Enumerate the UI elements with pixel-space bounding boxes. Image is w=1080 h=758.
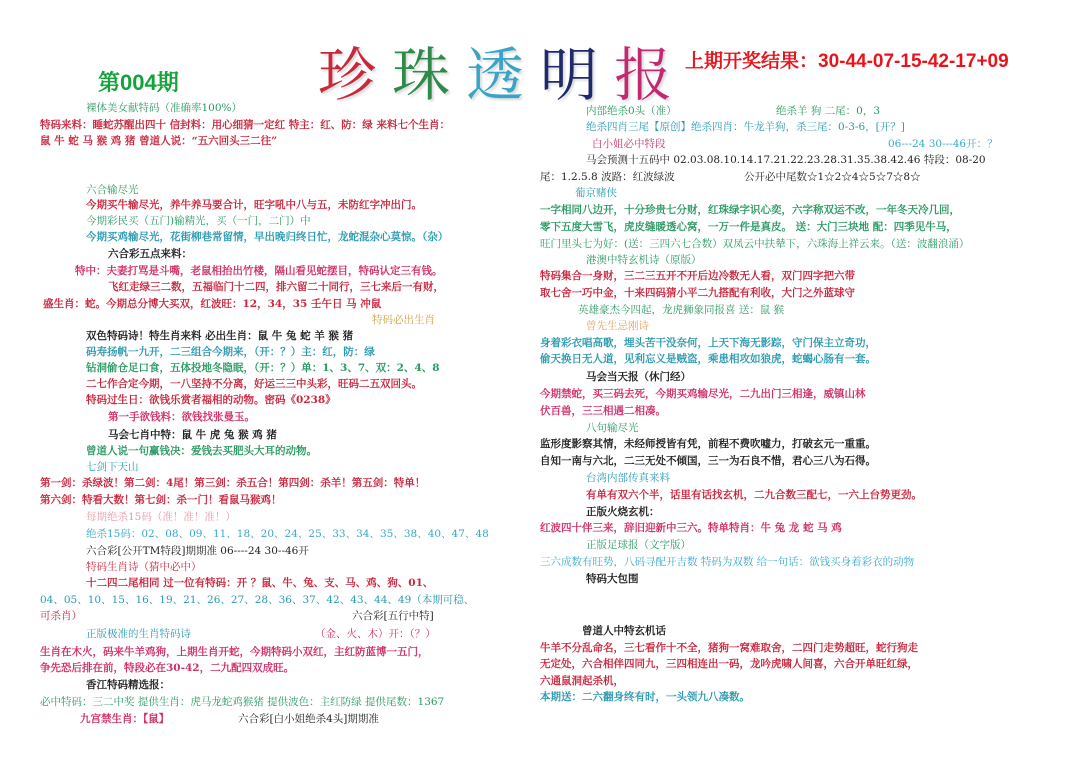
right-line-33: 六通鼠洞起杀机，: [540, 675, 624, 687]
title-char-1: 珍: [318, 41, 385, 109]
left-line-31b: （金、火、木）开：（？）: [315, 628, 436, 640]
right-line-5: 尾：1.2.5.8 波路：红波绿波: [540, 171, 675, 183]
left-line-6: 今期彩民买（五门)输精光，买（一门，二门）中: [86, 215, 311, 227]
last-draw-result: 上期开奖结果：30-44-07-15-42-17+09: [685, 51, 1009, 72]
right-line-30: 曾道人中特玄机话: [582, 625, 666, 637]
right-line-3b: 06---24 30---46开：？: [888, 138, 998, 150]
left-line-14: 码寿扬帆一九开，二三组合今期来，（开：？）主：红，防：绿: [86, 346, 375, 358]
left-line-7: 今期买鸡输尽光，花街柳巷常留情，早出晚归终日忙，龙蛇混杂心莫惊。（杂）: [86, 231, 449, 243]
left-line-13: 双色特码诗！特生肖来料 必出生肖：鼠 牛 兔 蛇 羊 猴 猪: [86, 330, 354, 342]
left-line-18: 第一手欲钱料：欲钱找张曼玉。: [108, 411, 255, 423]
right-line-4: 马会预测十五码中 02.03.08.10.14.17.21.22.23.28.31.35.38.42.46 特段：08-20: [586, 154, 986, 166]
left-line-1: 裸体美女献特码（准确率100%）: [86, 102, 243, 114]
left-line-16: 二七作合定今期，一八坚持不分离，好运三三中头彩，旺码二五双回头。: [86, 378, 422, 390]
right-line-5b: 公开必中尾数☆1☆2☆4☆5☆7☆8☆: [744, 171, 921, 183]
left-line-33: 争先恐后排在前，特段必在30-42，二九配四双成旺。: [40, 662, 295, 674]
left-line-22: 第一剑：杀绿波！第二剑：4尾！第三剑：杀五合！第四剑：杀羊！第五剑：特单！: [40, 477, 426, 489]
left-line-35: 必中特码：三二中奖 提供生肖：虎马龙蛇鸡猴猪 提供波色：主红防绿 提供尾数：1367: [40, 696, 445, 708]
right-line-13: 英雄豪杰今四起，龙虎狮象同报喜 送：鼠 猴: [578, 304, 785, 316]
right-line-15: 身着彩衣唱高歌，埋头苦干没奈何，上天下海无影踪，守门保主立奇功，: [540, 337, 876, 349]
right-line-23: 台湾内部传真来料: [586, 472, 670, 484]
right-line-25: 正版火烧玄机：: [586, 506, 660, 518]
right-line-24: 有单有双六个半，话里有话找玄机，二九合数三配七，一六上台势更劲。: [586, 489, 922, 501]
right-line-20: 八句输尽光: [586, 422, 639, 434]
left-line-12: 特码必出生肖: [372, 314, 435, 326]
right-line-11: 特码集合一身财，三二三五开不开后边冷数无人看，双门四字把六带: [540, 270, 855, 282]
right-line-26: 红波四十伴三来，辞旧迎新中三六。特单特肖：牛 兔 龙 蛇 马 鸡: [540, 522, 842, 534]
right-line-21: 监形度影察其情，未经师授皆有凭，前程不费吹嘘力，打破玄元一重重。: [540, 438, 876, 450]
right-line-9: 旺门里头七为好：(送：三四六七合数）双凤云中扶辇下，六珠海上祥云来。（送：波翻浪涌）: [540, 238, 970, 250]
right-line-1: 内部绝杀0头（准）: [586, 105, 677, 117]
right-line-8: 零下五度大雪飞，虎皮缝暖透心窝，一万一件是真皮。 送：大门三块地 配：四季见牛马，: [540, 221, 957, 233]
left-line-20: 曾道人说一句赢钱决：爱钱去买肥头大耳的动物。: [86, 445, 317, 457]
right-line-10: 港澳中特玄机诗（原版）: [586, 254, 702, 266]
right-line-27: 正版足球报（文字版）: [586, 539, 691, 551]
left-line-11: 盛生肖：蛇。今期总分博大买双，红波旺：12，34，35 壬午日 马 冲鼠: [43, 298, 382, 310]
left-line-26: 六合彩[公开TM特段]期期准 06----24 30--46开: [86, 545, 309, 557]
left-line-15: 钻洞偷仓足口食，五体投地冬隐眠，（开：？）单：1、3、7、双：2、4、8: [86, 362, 440, 374]
left-line-28: 十二四二尾相同 过一位有特码：开 ？鼠、牛、兔、支、马、鸡、狗、01、: [86, 577, 434, 589]
right-line-14: 曾先生忌刚诗: [586, 320, 649, 332]
left-line-9: 特中：夫妻打骂是斗嘴，老鼠相抬出竹楼，隔山看见蛇摆目，特码认定三有钱。: [75, 265, 443, 277]
left-line-31: 正版极准的生肖特码诗: [86, 628, 191, 640]
left-line-24: 每期绝杀15码（准！准！准！）: [86, 511, 236, 523]
left-line-34: 香江特码精选报：: [86, 679, 170, 691]
left-line-30b: 六合彩[五行中特]: [352, 610, 434, 622]
right-line-12: 取七舍一巧中金，十来四码猜小平二九搭配有利收，大门之外蓝球守: [540, 287, 855, 299]
left-line-8: 六合彩五点来料：: [108, 248, 192, 260]
right-line-3: 白小姐必中特段: [592, 138, 666, 150]
left-line-36: 九宫禁生肖：【鼠】: [80, 713, 170, 725]
right-line-18: 今期禁蛇，买三码去死，今期买鸡输尽光，二九出门三相逢，威镇山林: [540, 388, 866, 400]
right-line-31: 牛羊不分乱命名，三七看作十不全，猪狗一窝难取舍，二四门走势超旺，蛇行狗走: [540, 642, 918, 654]
left-line-29: 04、05、10、15、16、19、21、26、27、28、36、37、42、43、44、49（本期可稳、: [40, 594, 475, 606]
right-line-22: 自知一南与六北，二三无处不倾国，三一为石良不惜，君心三八为石得。: [540, 455, 876, 467]
left-line-32: 生肖在木火，码来牛羊鸡狗，上期生肖开蛇，今期特码小双红，主红防蓝博一五门，: [40, 646, 429, 658]
left-line-17: 特码过生日：欲钱乐赏者福相的动物。密码《0238》: [86, 394, 336, 406]
left-line-23: 第六剑：特看大数！第七剑：杀一门！看鼠马猴鸡！: [40, 494, 282, 506]
left-line-27: 特码生肖诗（猜中必中）: [86, 561, 202, 573]
left-line-36b: 六合彩[白小姐绝杀4头]期期准: [238, 713, 379, 725]
newspaper-title: [318, 28, 688, 112]
left-line-30: 可杀肖）: [40, 610, 82, 622]
right-line-34: 本期送：二六翻身终有时，一头领九八凑数。: [540, 691, 750, 703]
right-line-6: 葡京赌侠: [575, 187, 617, 199]
left-line-4: 六合输尽光: [86, 184, 139, 196]
left-line-25: 绝杀15码：02、08、09、11、18、20、24、25、33、34、35、38、40、47、48: [86, 528, 489, 540]
title-char-5: 报: [614, 41, 681, 109]
title-char-4: 明: [540, 41, 607, 109]
right-line-16: 偷天换日无人道，见利忘义是贼盗，乘患相攻如狼虎，蛇蝎心肠有一套。: [540, 353, 876, 365]
issue-number: 第004期: [98, 70, 179, 95]
title-char-3: 透: [466, 41, 533, 109]
left-line-2: 特码来料：睡蛇苏醒出四十 信封料：用心细猜一定红 特主：红、防：绿 来料七个生肖：: [40, 119, 450, 131]
right-line-1b: 绝杀羊 狗 二尾：0，3: [776, 105, 881, 117]
right-line-28: 三六成数有旺势，八码寻配开吉数 特码为双数 给一句话：欲钱买身着彩衣的动物: [540, 556, 915, 568]
left-line-10: 飞红走绿三二数，五福临门十二四，排六留二十同行，三七来后一有财，: [108, 281, 444, 293]
left-line-5: 今期买牛输尽光，养牛养马要合计，旺字吼中八与五，未防红字冲出门。: [86, 199, 422, 211]
right-line-7: 一字相同八边开，十分珍贵七分财，红珠绿字识心奕，六字称双运不改，一年冬天冷几回，: [540, 204, 960, 216]
right-line-19: 伏百兽，三三相遇二相凑。: [540, 405, 666, 417]
left-line-3: 鼠 牛 蛇 马 猴 鸡 猪 曾道人说：“五六回头三二往”: [40, 135, 278, 147]
right-line-29: 特码大包围: [586, 573, 639, 585]
title-char-2: 珠: [392, 41, 459, 109]
right-line-2: 绝杀四肖三尾【原创】绝杀四肖：牛龙羊狗，杀三尾：0-3-6，[开？]: [586, 121, 905, 133]
left-line-19: 马会七肖中特：鼠 牛 虎 兔 猴 鸡 猪: [108, 429, 277, 441]
right-line-17: 马会当天报（休门经）: [586, 371, 691, 383]
left-line-21: 七剑下天山: [86, 461, 139, 473]
right-line-32: 无定处，六合相伴四同九，三四相连出一码，龙吟虎啸人间喜，六合开单旺红绿，: [540, 658, 918, 670]
